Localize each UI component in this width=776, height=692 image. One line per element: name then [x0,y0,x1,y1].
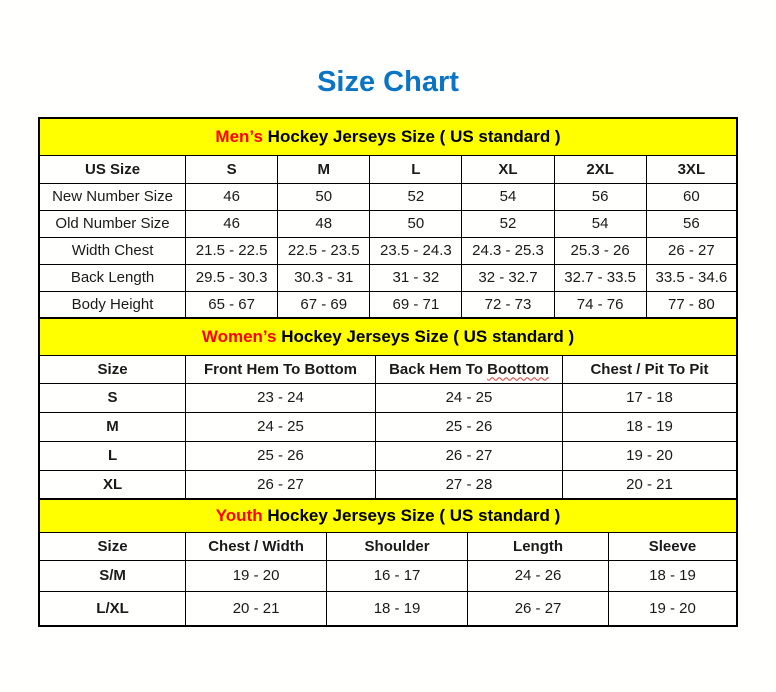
row-label: Width Chest [39,237,186,264]
column-header: US Size [39,155,186,183]
column-header: Length [468,532,609,560]
banner-highlight-text: Men’s [215,126,263,146]
size-value: 46 [186,210,278,237]
size-value: 56 [554,183,646,210]
size-value: 19 - 20 [609,591,737,626]
row-label: Body Height [39,291,186,318]
table-banner-youth [39,499,737,532]
size-table-youth [38,498,738,627]
size-value: 52 [370,183,462,210]
column-header: Size [39,532,186,560]
header-row-womens [39,355,737,383]
table-row [39,183,737,210]
row-label: Old Number Size [39,210,186,237]
size-value: 20 - 21 [186,591,327,626]
table-banner-womens [39,318,737,355]
column-header: Chest / Width [186,532,327,560]
column-header: Chest / Pit To Pit [562,355,737,383]
row-label: L/XL [39,591,186,626]
table-row [39,441,737,470]
size-table-womens [38,317,738,500]
column-header-text: Back Hem To [389,360,488,378]
column-header: Size [39,355,186,383]
size-value: 48 [278,210,370,237]
size-value: 23 - 24 [186,383,376,412]
size-value: 18 - 19 [562,412,737,441]
table-row [39,237,737,264]
size-value: 17 - 18 [562,383,737,412]
column-header: 2XL [554,155,646,183]
size-tables-container [38,117,738,627]
size-value: 32.7 - 33.5 [554,264,646,291]
size-value: 26 - 27 [186,470,376,499]
size-value: 67 - 69 [278,291,370,318]
size-value: 50 [278,183,370,210]
header-row-mens [39,155,737,183]
size-value: 46 [186,183,278,210]
column-header: L [370,155,462,183]
column-header: 3XL [646,155,737,183]
size-value: 23.5 - 24.3 [370,237,462,264]
table-banner-mens [39,118,737,155]
banner-highlight-text: Women’s [201,326,277,346]
size-value: 29.5 - 30.3 [186,264,278,291]
size-value: 19 - 20 [562,441,737,470]
size-value: 33.5 - 34.6 [646,264,737,291]
size-value: 54 [554,210,646,237]
size-value: 72 - 73 [462,291,554,318]
size-value: 25.3 - 26 [554,237,646,264]
size-value: 60 [646,183,737,210]
size-value: 65 - 67 [186,291,278,318]
column-header [375,355,562,383]
table-row [39,470,737,499]
table-row [39,210,737,237]
size-value: 21.5 - 22.5 [186,237,278,264]
row-label: Back Length [39,264,186,291]
table-row [39,412,737,441]
size-value: 24.3 - 25.3 [462,237,554,264]
size-table-mens [38,117,738,319]
banner-rest-text: Hockey Jerseys Size ( US standard ) [276,326,575,346]
size-value: 30.3 - 31 [278,264,370,291]
size-value: 27 - 28 [375,470,562,499]
table-row [39,264,737,291]
size-value: 69 - 71 [370,291,462,318]
size-value: 18 - 19 [327,591,468,626]
size-value: 31 - 32 [370,264,462,291]
table-row [39,383,737,412]
banner-row-womens [39,318,737,355]
column-header: Front Hem To Bottom [186,355,376,383]
table-row [39,560,737,591]
table-row [39,591,737,626]
size-value: 20 - 21 [562,470,737,499]
size-value: 16 - 17 [327,560,468,591]
banner-rest-text: Hockey Jerseys Size ( US standard ) [262,126,561,146]
column-header: Sleeve [609,532,737,560]
column-header: XL [462,155,554,183]
size-value: 24 - 26 [468,560,609,591]
row-label: S/M [39,560,186,591]
size-value: 26 - 27 [468,591,609,626]
size-value: 56 [646,210,737,237]
size-value: 32 - 32.7 [462,264,554,291]
column-header: M [278,155,370,183]
size-value: 19 - 20 [186,560,327,591]
size-value: 25 - 26 [375,412,562,441]
size-value: 26 - 27 [375,441,562,470]
size-value: 52 [462,210,554,237]
column-header: S [186,155,278,183]
size-value: 22.5 - 23.5 [278,237,370,264]
row-label: XL [39,470,186,499]
misspelled-word: Boottom [487,360,549,378]
size-value: 18 - 19 [609,560,737,591]
size-value: 50 [370,210,462,237]
size-value: 77 - 80 [646,291,737,318]
header-row-youth [39,532,737,560]
banner-row-youth [39,499,737,532]
column-header: Shoulder [327,532,468,560]
banner-highlight-text: Youth [215,505,263,525]
size-value: 25 - 26 [186,441,376,470]
size-value: 74 - 76 [554,291,646,318]
row-label: New Number Size [39,183,186,210]
row-label: M [39,412,186,441]
page-title: Size Chart [317,66,459,98]
size-value: 24 - 25 [186,412,376,441]
size-value: 26 - 27 [646,237,737,264]
size-value: 54 [462,183,554,210]
banner-rest-text: Hockey Jerseys Size ( US standard ) [262,505,561,525]
table-row [39,291,737,318]
row-label: L [39,441,186,470]
size-value: 24 - 25 [375,383,562,412]
row-label: S [39,383,186,412]
banner-row-mens [39,118,737,155]
